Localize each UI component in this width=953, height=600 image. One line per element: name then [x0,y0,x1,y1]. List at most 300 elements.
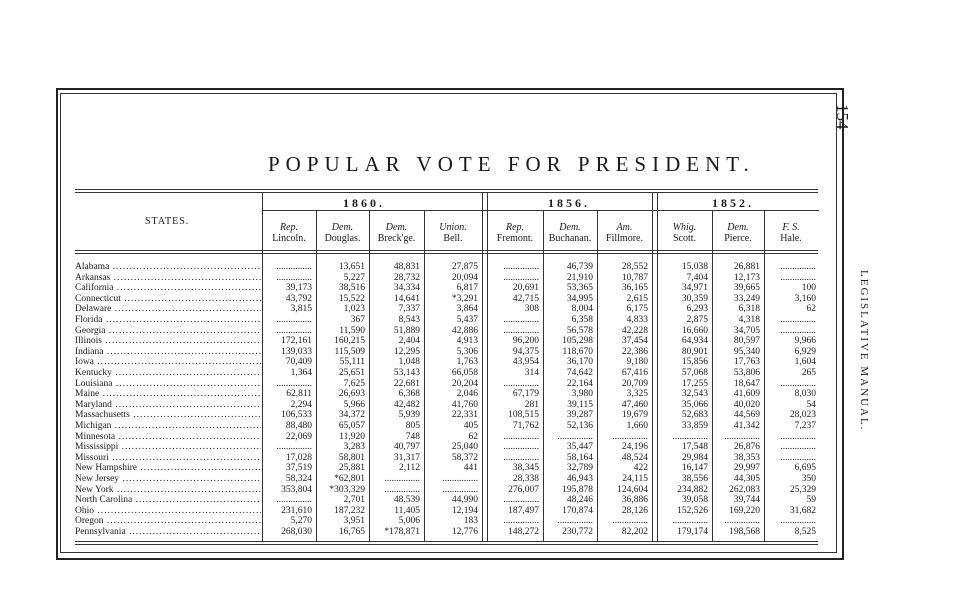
vote-cell: 34,971 [681,283,708,294]
vote-cell: 20,691 [512,283,539,294]
column-header-fillmore [597,222,652,244]
vote-cell: ............... [503,315,539,325]
vote-cell: 42,228 [621,325,648,336]
vote-cell: 11,590 [339,325,365,336]
vote-cell: 52,136 [566,421,593,431]
vote-cell: ............... [780,315,816,325]
vote-cell: 160,215 [334,336,365,347]
vote-cell: 94,375 [512,346,539,357]
vote-cell: ............... [612,431,648,442]
vote-cell: 34,995 [566,293,593,304]
vote-cell: 265 [801,368,816,378]
vote-cell: 3,283 [343,442,365,453]
column-divider [597,211,598,541]
vote-cell: ............... [503,495,539,506]
vote-cell: 71,762 [512,421,539,431]
vote-cell: 14,641 [393,293,420,304]
candidate-label: Breck'ge. [377,233,416,244]
vote-cell: 187,497 [508,505,539,516]
vote-cell: 195,878 [562,484,593,495]
vote-cell: ............... [724,431,760,442]
vote-cell: 6,695 [794,463,816,474]
vote-cell: 1,763 [456,357,478,368]
state-name: Alabama ..... [75,262,261,273]
vote-cell: 231,610 [281,505,312,516]
vote-cell: 17,548 [681,442,708,453]
column-divider [764,211,765,541]
vote-cell: 25,881 [338,463,365,474]
vote-cell: 5,437 [456,315,478,325]
vote-cell: 4,833 [626,315,648,325]
vote-cell: 24,115 [622,474,648,484]
column-divider [482,193,483,541]
vote-cell: 36,170 [566,357,593,368]
vote-cell: 38,345 [512,463,539,474]
vote-cell: 32,543 [681,389,708,400]
vote-cell: 15,856 [681,357,708,368]
vote-cell: 2,294 [290,399,312,410]
column-header-hale [764,222,818,244]
vote-cell: ............... [503,262,539,272]
state-name: Maryland ..... [75,400,261,411]
vote-cell: 314 [524,368,539,378]
vote-cell: 20,094 [451,272,478,283]
vote-cell: 2,112 [398,463,420,474]
vote-cell: 44,569 [733,410,760,421]
state-name: Michigan ..... [75,421,261,432]
vote-cell: 10,787 [621,272,648,283]
vote-cell: 46,943 [566,474,593,484]
vote-cell: ............... [780,272,816,283]
page-title: POPULAR VOTE FOR PRESIDENT. [268,152,755,176]
vote-cell: 41,342 [733,421,760,431]
vote-cell: ............... [557,516,593,527]
vote-cell: 74,642 [566,368,593,378]
vote-cell: ............... [672,431,708,442]
vote-cell: ............... [724,516,760,527]
vote-cell: 748 [405,431,420,442]
vote-cell: 39,744 [733,495,760,506]
table-top-rule [75,189,818,193]
vote-cell: 6,358 [571,315,593,325]
vote-cell: 80,597 [733,336,760,347]
vote-cell: 58,324 [285,474,312,484]
state-name: New Jersey ..... [75,474,261,485]
vote-cell: 66,058 [451,368,478,378]
vote-cell: 115,509 [334,346,365,357]
state-name: New York ..... [75,485,261,496]
column-header-scott [657,222,712,244]
vote-cell: 4,913 [456,336,478,347]
column-divider [316,211,317,541]
vote-cell: 38,353 [733,452,760,463]
vote-cell: ............... [780,516,816,527]
vote-cell: 26,876 [733,442,760,453]
vote-cell: 179,174 [677,527,708,537]
vote-cell: 59 [806,495,816,506]
column-divider [487,193,488,541]
column-divider [424,211,425,541]
candidate-label: Scott. [672,233,697,244]
vote-cell: 353,804 [281,484,312,495]
vote-cell: 62 [468,431,478,442]
party-label: Am. [616,222,633,233]
vote-cell: ............... [780,452,816,463]
vote-cell: 5,227 [343,272,365,283]
vote-cell: 21,910 [566,272,593,283]
vote-cell: ............... [276,262,312,272]
party-label: Rep. [505,222,525,233]
vote-cell: 29,997 [733,463,760,474]
vote-cell: 2,875 [686,315,708,325]
vote-cell: 20,709 [621,378,648,389]
vote-cell: 230,772 [562,527,593,537]
vote-cell: 17,255 [681,378,708,389]
state-name: Kentucky ..... [75,368,261,379]
vote-cell: 3,325 [626,389,648,400]
vote-cell: 12,173 [733,272,760,283]
vote-cell: 53,806 [733,368,760,378]
vote-cell: 16,765 [338,527,365,537]
party-label: Dem. [559,222,581,233]
column-header-bell [424,222,482,244]
vote-cell: ............... [276,315,312,325]
vote-cell: 6,175 [626,304,648,315]
vote-cell: 28,552 [621,262,648,272]
vote-cell: 8,030 [794,389,816,400]
vote-cell: 53,143 [393,368,420,378]
vote-cell: 9,966 [794,336,816,347]
vote-cell: 36,886 [621,495,648,506]
vote-cell: 139,033 [281,346,312,357]
vote-cell: 108,515 [508,410,539,421]
state-name: Missouri ..... [75,453,261,464]
vote-cell: ............... [384,474,420,484]
vote-cell: ............... [557,431,593,442]
vote-cell: ............... [503,431,539,442]
vote-cell: 2,615 [626,293,648,304]
vote-cell: *303,329 [329,484,365,495]
vote-cell: 37,519 [285,463,312,474]
vote-cell: 44,305 [733,474,760,484]
vote-cell: 22,069 [285,431,312,442]
vote-cell: 172,161 [281,336,312,347]
vote-cell: 58,164 [566,452,593,463]
vote-cell: *62,801 [334,474,365,484]
vote-cell: 198,568 [729,527,760,537]
vote-cell: ............... [276,325,312,336]
vote-cell: 56,578 [566,325,593,336]
vote-cell: 39,665 [733,283,760,294]
column-header-douglas [316,222,369,244]
vote-cell: 9,180 [626,357,648,368]
vote-cell: 28,023 [789,410,816,421]
vote-cell: 16,147 [681,463,708,474]
vote-cell: 67,416 [621,368,648,378]
vote-cell: ............... [503,442,539,453]
vote-cell: 6,318 [738,304,760,315]
vote-cell: 5,966 [343,399,365,410]
vote-cell: ............... [384,484,420,495]
vote-cell: 2,404 [398,336,420,347]
vote-cell: 18,647 [733,378,760,389]
table-bottom-rule [75,541,818,545]
vote-cell: 58,801 [338,452,365,463]
vote-cell: 25,651 [338,368,365,378]
vote-cell: 3,980 [571,389,593,400]
vote-cell: 95,340 [733,346,760,357]
candidate-label: Fillmore. [606,233,643,244]
vote-cell: 234,882 [677,484,708,495]
vote-cell: ............... [276,442,312,453]
vote-cell: 96,200 [512,336,539,347]
vote-cell: 40,020 [733,399,760,410]
vote-cell: ............... [780,262,816,272]
vote-cell: 88,480 [285,421,312,431]
vote-cell: 3,951 [343,516,365,527]
vote-cell: ............... [672,516,708,527]
vote-cell: 25,329 [789,484,816,495]
vote-cell: 54 [806,399,816,410]
vote-cell: 37,454 [621,336,648,347]
vote-cell: 187,232 [334,505,365,516]
vote-cell: 41,609 [733,389,760,400]
vote-cell: 15,522 [338,293,365,304]
vote-cell: 8,525 [794,527,816,537]
state-name: Ohio ..... [75,506,261,517]
header-bottom-rule [75,250,818,254]
vote-cell: 42,715 [512,293,539,304]
party-label: Whig. [672,222,697,233]
vote-cell: 367 [350,315,365,325]
vote-cell: 1,048 [398,357,420,368]
vote-cell: 7,237 [794,421,816,431]
vote-cell: 39,287 [566,410,593,421]
vote-cell: 39,115 [567,399,593,410]
vote-cell: 124,604 [617,484,648,495]
vote-cell: ............... [780,378,816,389]
vote-cell: 24,196 [621,442,648,453]
party-label: F. S. [782,222,800,233]
vote-cell: 12,295 [393,346,420,357]
vote-cell: 6,368 [398,389,420,400]
party-label: Dem. [331,222,354,233]
vote-cell: 11,405 [394,505,420,516]
vote-cell: *3,291 [451,293,478,304]
state-name: California ..... [75,283,261,294]
vote-cell: 169,220 [729,505,760,516]
vote-cell: ............... [276,378,312,389]
vote-cell: ............... [503,516,539,527]
vote-cell: 42,886 [451,325,478,336]
party-label: Rep. [279,222,299,233]
year-header-1852: 1852. [712,196,754,210]
vote-cell: 118,670 [562,346,593,357]
state-name: Pennsylvania ..... [75,527,261,538]
column-header-fremont [487,222,543,244]
vote-cell: ............... [276,272,312,283]
party-label: Dem. [727,222,749,233]
state-name: Florida ..... [75,315,261,326]
states-column-header: STATES. [145,216,190,227]
candidate-label: Douglas. [324,233,361,244]
state-name: North Carolina ..... [75,495,261,506]
state-name: Indiana ..... [75,347,261,358]
vote-cell: 268,030 [281,527,312,537]
vote-cell: 53,365 [566,283,593,294]
vote-cell: 55,111 [339,357,365,368]
vote-cell: 12,776 [451,527,478,537]
vote-cell: 16,660 [681,325,708,336]
vote-cell: 8,004 [571,304,593,315]
vote-cell: 41,760 [451,399,478,410]
vote-cell: 19,679 [621,410,648,421]
vote-cell: 34,705 [733,325,760,336]
vote-cell: 82,202 [621,527,648,537]
vote-cell: ............... [442,484,478,495]
vote-cell: 32,789 [566,463,593,474]
vote-cell: 17,763 [733,357,760,368]
vote-cell: 1,364 [290,368,312,378]
candidate-label: Pierce. [724,233,752,244]
vote-cell: 38,516 [338,283,365,294]
state-name: Massachusetts ..... [75,410,261,421]
vote-cell: 17,028 [285,452,312,463]
vote-cell: 1,023 [343,304,365,315]
vote-cell: 34,334 [393,283,420,294]
vote-cell: 67,179 [512,389,539,400]
vote-cell: 6,929 [794,346,816,357]
vote-cell: 48,539 [393,495,420,506]
party-label: Dem. [385,222,408,233]
state-name: Georgia ..... [75,326,261,337]
state-name: Mississippi ..... [75,442,261,453]
vote-cell: ............... [503,272,539,283]
vote-cell: 40,797 [393,442,420,453]
vote-cell: 7,625 [343,378,365,389]
vote-cell: 1,660 [626,421,648,431]
column-divider [652,193,653,541]
vote-cell: 6,817 [456,283,478,294]
vote-cell: 57,068 [681,368,708,378]
state-name: Oregon ..... [75,516,261,527]
vote-cell: 2,046 [456,389,478,400]
vote-cell: 46,739 [566,262,593,272]
vote-cell: 48,524 [621,452,648,463]
vote-cell: 43,792 [285,293,312,304]
vote-cell: 25,040 [451,442,478,453]
vote-cell: 20,204 [451,378,478,389]
vote-cell: 38,556 [681,474,708,484]
vote-cell: 31,682 [789,505,816,516]
vote-cell: 422 [633,463,648,474]
vote-cell: 4,318 [738,315,760,325]
vote-cell: 62,811 [286,389,312,400]
vote-cell: 35,066 [681,399,708,410]
vote-cell: ............... [276,495,312,506]
vote-cell: ............... [780,325,816,336]
vote-cell: 13,651 [338,262,365,272]
vote-cell: 276,007 [508,484,539,495]
column-divider [712,211,713,541]
vote-cell: 64,934 [681,336,708,347]
vote-cell: 27,875 [451,262,478,272]
vote-cell: 148,272 [508,527,539,537]
page-number: 154 [833,104,852,130]
vote-cell: 65,057 [338,421,365,431]
vote-cell: 31,317 [393,452,420,463]
candidate-label: Lincoln. [272,233,306,244]
vote-cell: 6,293 [686,304,708,315]
vote-cell: 22,386 [621,346,648,357]
vote-cell: 22,331 [451,410,478,421]
vote-cell: 26,693 [338,389,365,400]
vote-cell: 1,604 [794,357,816,368]
column-header-buchanan [543,222,597,244]
vote-cell: 47,460 [621,399,648,410]
candidate-label: Hale. [780,233,802,244]
vote-cell: 170,874 [562,505,593,516]
vote-cell: 805 [405,421,420,431]
vote-cell: ............... [503,325,539,336]
vote-cell: 3,160 [794,293,816,304]
vote-cell: 43,954 [512,357,539,368]
vote-cell: 11,920 [339,431,365,442]
year-header-1856: 1856. [548,196,590,210]
column-header-lincoln [262,222,316,244]
vote-cell: 22,681 [393,378,420,389]
column-divider [262,193,263,541]
vote-cell: 183 [463,516,478,527]
vote-cell: 3,864 [456,304,478,315]
vote-cell: 8,543 [398,315,420,325]
state-name: Louisiana ..... [75,379,261,390]
vote-cell: 39,173 [285,283,312,294]
column-divider [543,211,544,541]
vote-cell: 29,984 [681,452,708,463]
vote-cell: 441 [463,463,478,474]
vote-cell: 62 [806,304,816,315]
vote-cell: 105,298 [562,336,593,347]
vote-cell: 28,338 [512,474,539,484]
state-name: Delaware ..... [75,304,261,315]
vote-cell: 5,006 [398,516,420,527]
vote-cell: 15,038 [681,262,708,272]
vote-cell: 7,404 [686,272,708,283]
vote-cell: 12,194 [451,505,478,516]
vote-cell: 26,881 [733,262,760,272]
vote-cell: 48,246 [566,495,593,506]
vote-cell: 5,306 [456,346,478,357]
year-header-1860: 1860. [343,196,385,210]
vote-cell: 308 [524,304,539,315]
vote-cell: 5,270 [290,516,312,527]
vote-cell: ............... [503,378,539,389]
state-name: Minnesota ..... [75,432,261,443]
vote-cell: 30,359 [681,293,708,304]
candidate-label: Bell. [443,233,463,244]
vote-cell: 42,482 [393,399,420,410]
column-header-breckinridge [369,222,424,244]
party-label: Union. [439,222,467,233]
state-name: Connecticut ..... [75,294,261,305]
vote-cell: 2,701 [343,495,365,506]
state-name: Illinois ..... [75,336,261,347]
running-head: LEGISLATIVE MANUAL. [858,270,870,432]
vote-cell: 262,083 [729,484,760,495]
vote-cell: 152,526 [677,505,708,516]
vote-cell: 5,939 [398,410,420,421]
